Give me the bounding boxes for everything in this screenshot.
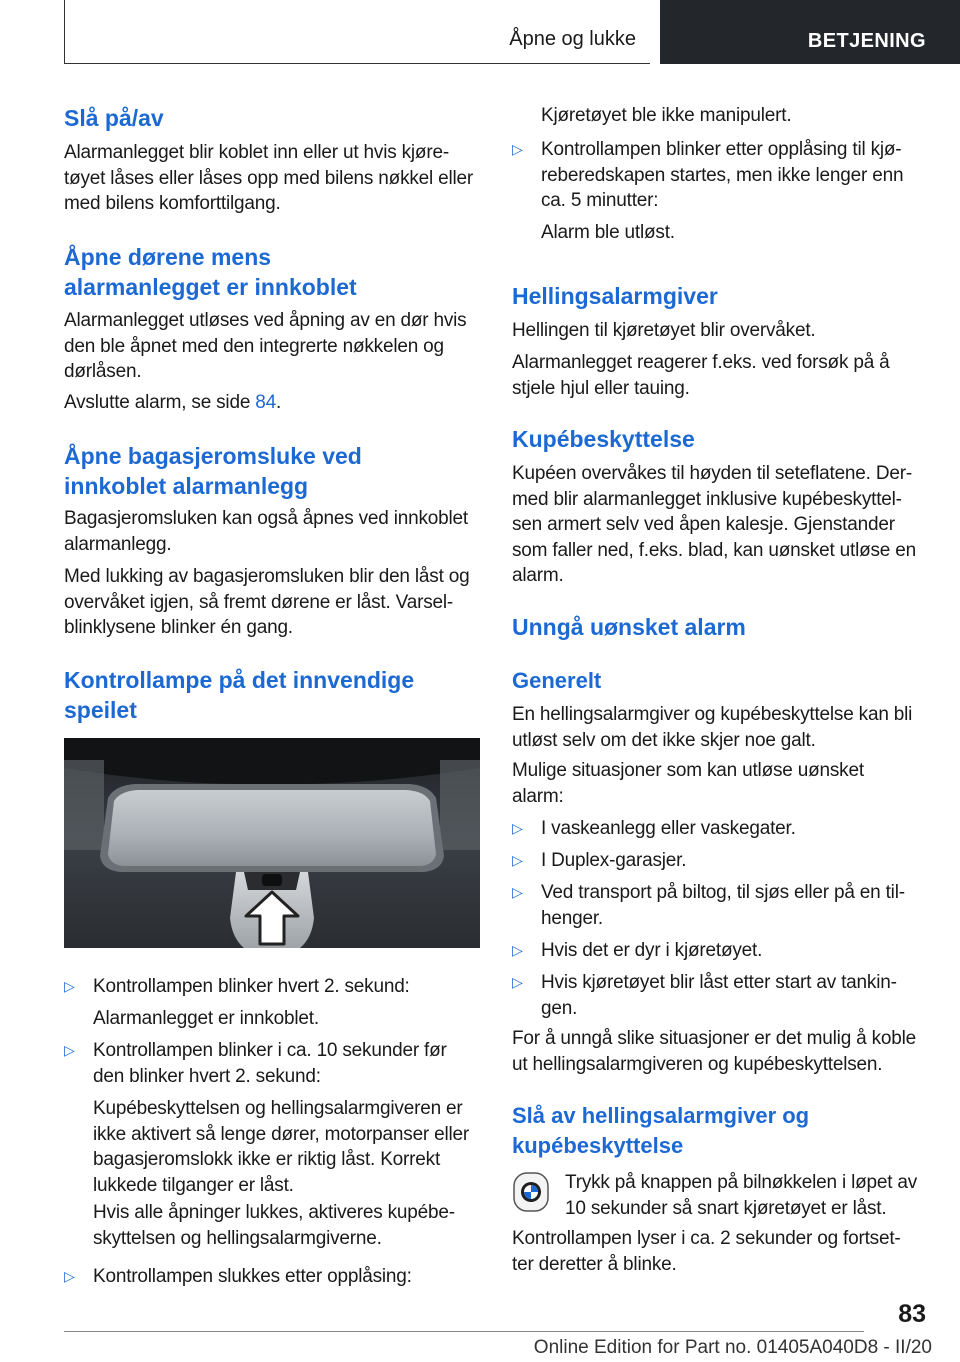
para-kupe: Kupéen overvåkes til høyden til seteflatene. Der- med blir alarmanlegget inklusive kupébeskyttel- sen armert selv ved åpen kalesje. Gjenstander som faller ned, f.eks. blad, kan uønsket utløse en alarm. [512, 463, 916, 586]
para-helling-1: Hellingen til kjøretøyet blir overvåket. [512, 320, 816, 341]
para-helling-2: Alarmanlegget reagerer f.eks. ved forsøk på å stjele hjul eller tauing. [512, 352, 890, 399]
footer-edition: Online Edition for Part no. 01405A040D8 - II/20 [533, 1337, 932, 1358]
para-koble-ut: For å unngå slike situasjoner er det mulig å koble ut hellingsalarmgiveren og kupébeskyttelsen. [512, 1028, 917, 1075]
page-link-84[interactable]: 84 [255, 392, 277, 413]
rear-view-mirror-image [64, 738, 480, 948]
bmw-key-icon [512, 1172, 550, 1212]
triangle-bullet-icon: ▷ [64, 978, 75, 994]
heading-unnga-alarm: Unngå uønsket alarm [512, 614, 746, 640]
triangle-bullet-icon: ▷ [64, 1268, 75, 1284]
bullet-item-3-sub: Kjøretøyet ble ikke manipulert. [541, 105, 792, 126]
heading-kontrollampe: Kontrollampe på det innvendige speilet [64, 667, 415, 723]
triangle-bullet-icon: ▷ [512, 820, 523, 836]
bullet-item-2: ▷ Kontrollampen blinker i ca. 10 sekunder før den blinker hvert 2. sekund: [64, 1040, 447, 1087]
heading-kupebeskyttelse: Kupébeskyttelse [512, 426, 695, 452]
para-bagasje-1: Bagasjeromsluken kan også åpnes ved innkoblet alarmanlegg. [64, 508, 468, 555]
para-sla: Alarmanlegget blir koblet inn eller ut hvis kjøre- tøyet låses eller låses opp med bilens nøkkel eller med bilens komforttilgang. [64, 142, 474, 214]
para-lyser: Kontrollampen lyser i ca. 2 sekunder og fortset- ter deretter å blinke. [512, 1228, 901, 1275]
bullet-item-2-sub-2: Hvis alle åpninger lukkes, aktiveres kupébe- skyttelsen og hellingsalarmgiverne. [93, 1202, 455, 1249]
heading-generelt: Generelt [512, 668, 602, 693]
bullet-item-1-sub: Alarmanlegget er innkoblet. [93, 1008, 319, 1029]
header-chapter-label: BETJENING [807, 30, 926, 52]
header-rule-bottom [64, 63, 650, 64]
para-trykk: Trykk på knappen på bilnøkkelen i løpet av 10 sekunder så snart kjøretøyet er låst. [565, 1172, 918, 1219]
header-section-title: Åpne og lukke [509, 28, 636, 50]
para-generelt-2: Mulige situasjoner som kan utløse uønsket alarm: [512, 760, 864, 807]
header-rule-left [64, 0, 65, 64]
heading-apne-bagasje: Åpne bagasjeromsluke ved innkoblet alarmanlegg [64, 443, 362, 499]
bullet-item-4-sub: Alarm ble utløst. [541, 222, 675, 243]
triangle-bullet-icon: ▷ [64, 1042, 75, 1058]
list-item: ▷ Ved transport på biltog, til sjøs eller på en til- henger. [512, 882, 905, 929]
triangle-bullet-icon: ▷ [512, 974, 523, 990]
list-item: ▷ Hvis kjøretøyet blir låst etter start av tankin- gen. [512, 972, 897, 1019]
list-item: ▷ I Duplex-garasjer. [512, 848, 928, 874]
heading-hellingsalarmgiver: Hellingsalarmgiver [512, 283, 718, 309]
para-bagasje-2: Med lukking av bagasjeromsluken blir den låst og overvåket igjen, så fremt dørene er låst. Varsel- blinklysene blinker én gang. [64, 566, 470, 638]
triangle-bullet-icon: ▷ [512, 884, 523, 900]
para-avslutte: Avslutte alarm, se side 84. [64, 392, 282, 413]
list-item: ▷ I vaskeanlegg eller vaskegater. [512, 816, 928, 842]
header-chapter-tab [660, 0, 960, 64]
heading-sla-pa-av: Slå på/av [64, 105, 164, 131]
triangle-bullet-icon: ▷ [512, 942, 523, 958]
triangle-bullet-icon: ▷ [512, 141, 523, 157]
list-item: ▷ Hvis det er dyr i kjøretøyet. [512, 938, 928, 964]
triangle-bullet-icon: ▷ [512, 852, 523, 868]
page-number: 83 [898, 1300, 926, 1328]
bullet-item-4: ▷ Kontrollampen blinker etter opplåsing til kjø- reberedskapen startes, men ikke lenger enn ca. 5 minutter: [512, 139, 904, 211]
heading-apne-dorene: Åpne dørene mens alarmanlegget er innkoblet [64, 244, 357, 300]
para-apne: Alarmanlegget utløses ved åpning av en dør hvis den ble åpnet med den integrerte nøkkelen og dørlåsen. [64, 310, 467, 382]
bullet-item-2-sub-1: Kupébeskyttelsen og hellingsalarmgiveren er ikke aktivert så lenge dører, motorpanser eller bagasjeromslokk ikke er riktig låst. Korrekt lukkede tilganger er låst. [93, 1098, 470, 1196]
bullet-item-1: ▷ Kontrollampen blinker hvert 2. sekund: [64, 974, 482, 1000]
bullet-item-3: ▷ Kontrollampen slukkes etter opplåsing: [64, 1264, 482, 1290]
para-generelt-1: En hellingsalarmgiver og kupébeskyttelse kan bli utløst selv om det ikke skjer noe galt. [512, 704, 913, 751]
heading-sla-av-helling: Slå av hellingsalarmgiver og kupébeskyttelse [512, 1103, 810, 1158]
footer-rule [64, 1331, 864, 1332]
